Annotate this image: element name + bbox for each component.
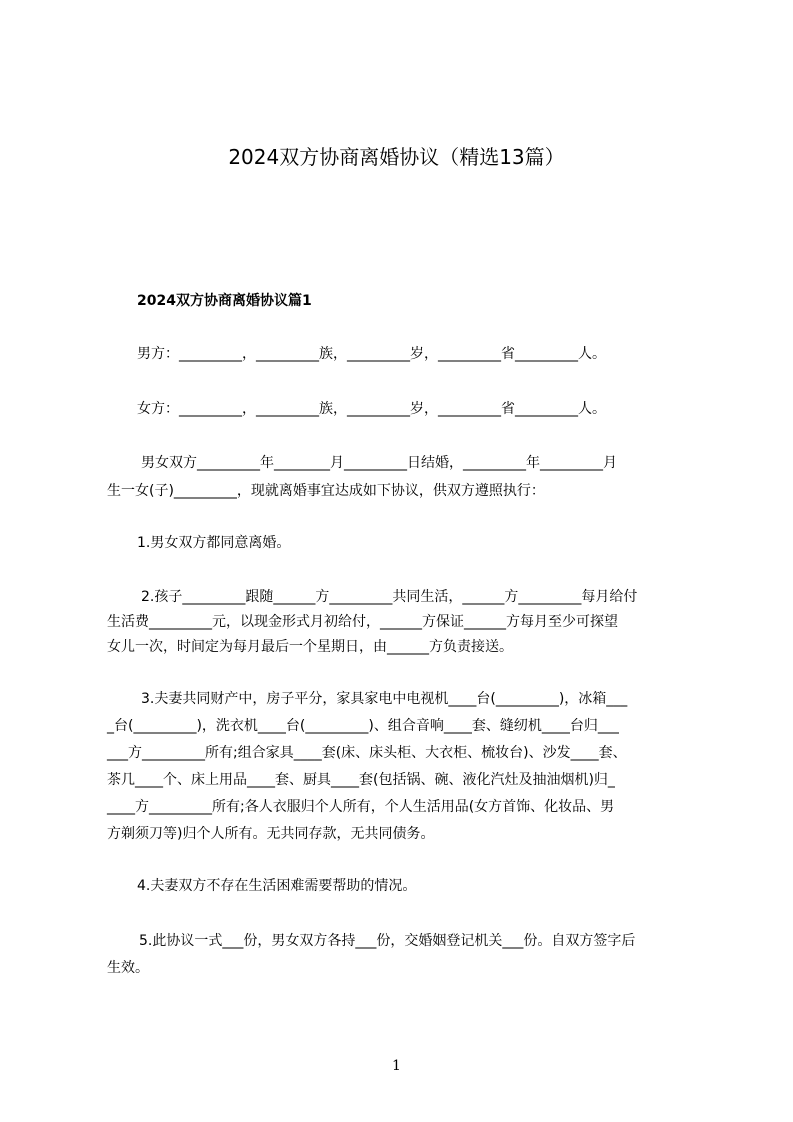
marriage-info-line-2: 生一女(子)_________，现就离婚事宜达成如下协议，供双方遵照执行：: [107, 483, 545, 499]
document-title: 2024双方协商离婚协议（精选13篇）: [228, 145, 565, 169]
clause-5-line-2: 生效。: [107, 960, 149, 976]
clause-4: 4.夫妻双方不存在生活困难需要帮助的情况。: [137, 878, 417, 894]
page-number: 1: [392, 1058, 401, 1074]
clause-5-line-1: 5.此协议一式___份，男女双方各持___份，交婚姻登记机关___份。自双方签字后: [139, 933, 636, 949]
marriage-info-line-1: 男女双方_________年________月_________日结婚，_________年_________月: [141, 455, 617, 471]
clause-3-line-3: ___方_________所有;组合家具____套(床、床头柜、大衣柜、梳妆台)、沙发____套、: [107, 745, 627, 761]
section-heading: 2024双方协商离婚协议篇1: [137, 293, 312, 309]
clause-3-line-2: _台(_________)，洗衣机____台(_________)、组合音响____套、缝纫机____台归___: [107, 718, 619, 734]
clause-3-line-5: ____方_________所有;各人衣服归个人所有，个人生活用品(女方首饰、化妆品、男: [107, 799, 615, 815]
male-party-line: 男方：_________，_________族，_________岁，_________省_________人。: [137, 346, 606, 362]
female-party-line: 女方：_________，_________族，_________岁，_________省_________人。: [137, 401, 606, 417]
clause-3-line-1: 3.夫妻共同财产中，房子平分，家具家电中电视机____台(_________)，冰箱___: [141, 691, 628, 707]
clause-2-line-1: 2.孩子_________跟随______方_________共同生活，______方_________每月给付: [141, 589, 638, 605]
clause-1: 1.男女双方都同意离婚。: [137, 535, 291, 551]
clause-3-line-6: 方剃须刀等)归个人所有。无共同存款，无共同债务。: [107, 826, 435, 842]
clause-2-line-2: 生活费_________元，以现金形式月初给付，______方保证______方每月至少可探望: [107, 614, 618, 630]
clause-2-line-3: 女儿一次，时间定为每月最后一个星期日，由______方负责接送。: [107, 639, 513, 655]
clause-3-line-4: 茶几____个、床上用品____套、厨具____套(包括锅、碗、液化汽灶及抽油烟机)归_: [107, 772, 615, 788]
